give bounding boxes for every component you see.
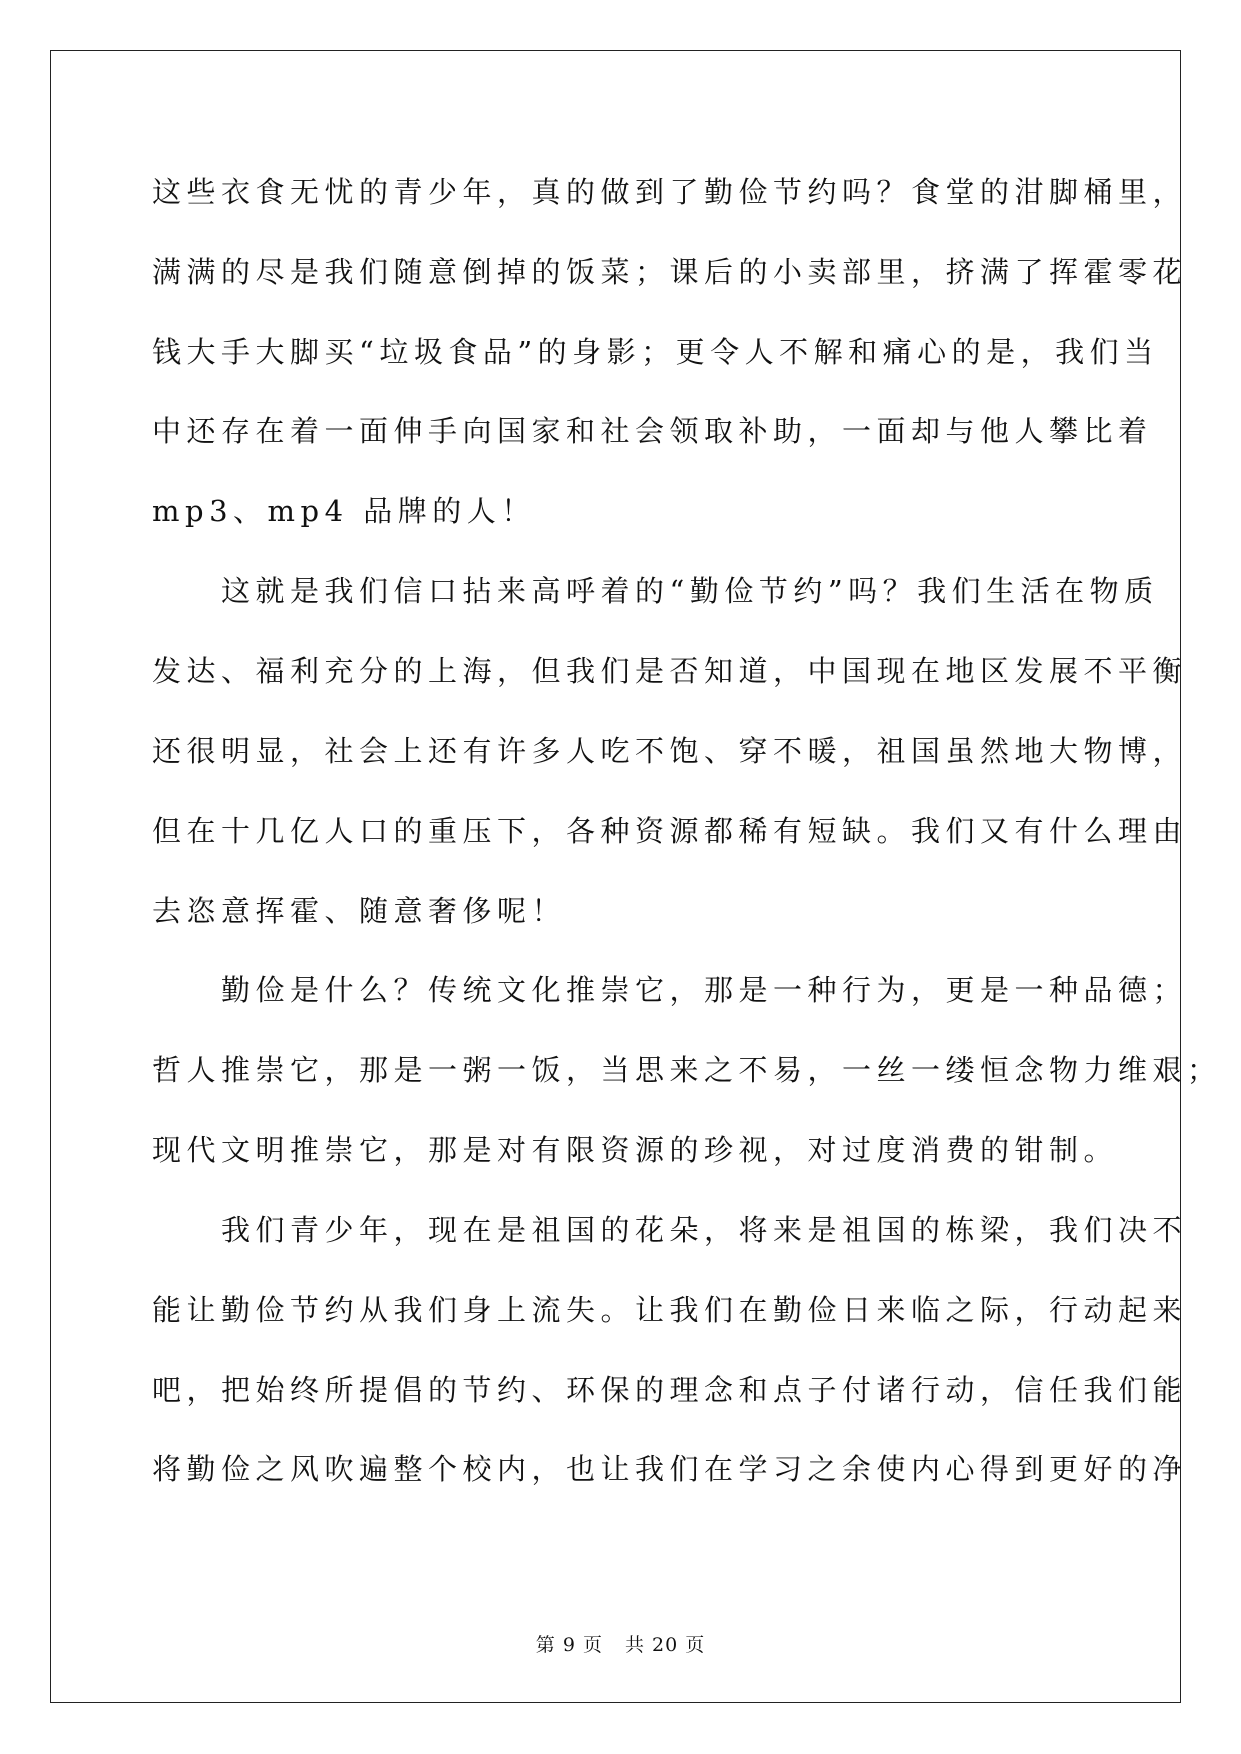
text-line: 钱大手大脚买“垃圾食品”的身影；更令人不解和痛心的是，我们当 [152,335,1159,369]
page-number-total: 共 20 页 [624,1634,706,1656]
text-line: 还很明显，社会上还有许多人吃不饱、穿不暖，祖国虽然地大物博， [152,734,1188,768]
text-line: 能让勤俭节约从我们身上流失。让我们在勤俭日来临之际，行动起来 [152,1293,1188,1327]
text-line: 这些衣食无忧的青少年，真的做到了勤俭节约吗？食堂的泔脚桶里， [152,175,1188,209]
text-line: 我们青少年，现在是祖国的花朵，将来是祖国的栋梁，我们决不 [152,1213,1188,1247]
text-line: 这就是我们信口拈来高呼着的“勤俭节约”吗？我们生活在物质 [152,574,1159,608]
text-line: 满满的尽是我们随意倒掉的饭菜；课后的小卖部里，挤满了挥霍零花 [152,255,1188,289]
text-line: 但在十几亿人口的重压下，各种资源都稀有短缺。我们又有什么理由 [152,814,1188,848]
text-line: 现代文明推崇它，那是对有限资源的珍视，对过度消费的钳制。 [152,1133,1119,1167]
page-footer [0,1633,1241,1657]
text-line: 去恣意挥霍、随意奢侈呢！ [152,894,567,928]
text-line: 勤俭是什么？传统文化推崇它，那是一种行为，更是一种品德； [152,973,1188,1007]
text-line: 发达、福利充分的上海，但我们是否知道，中国现在地区发展不平衡 [152,654,1188,688]
text-line: 将勤俭之风吹遍整个校内，也让我们在学习之余使内心得到更好的净 [152,1452,1188,1486]
text-line: 哲人推崇它，那是一粥一饭，当思来之不易，一丝一缕恒念物力维艰； [152,1053,1222,1087]
text-line: 中还存在着一面伸手向国家和社会领取补助，一面却与他人攀比着 [152,414,1153,448]
text-line: mp3、mp4 品牌的人！ [152,494,536,528]
text-line: 吧，把始终所提倡的节约、环保的理念和点子付诸行动，信任我们能 [152,1373,1188,1407]
page-number-current: 第 9 页 [535,1634,603,1656]
